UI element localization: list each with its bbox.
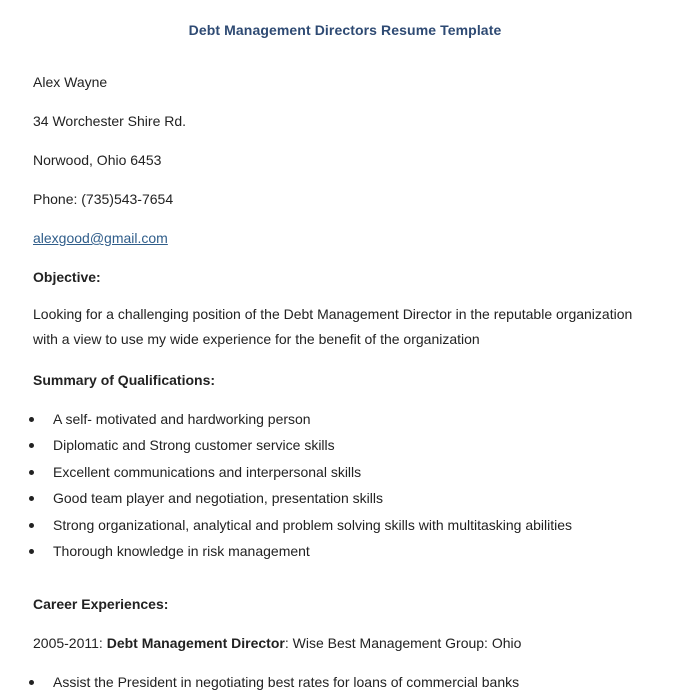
- list-item-text: Assist the President in negotiating best rates for loans of commercial banks: [53, 674, 520, 690]
- career-heading: Career Experiences:: [33, 596, 169, 612]
- job-years: 2005-2011:: [33, 635, 107, 651]
- list-item-text: Excellent communications and interpersonal skills: [53, 463, 362, 480]
- contact-email-row: [33, 229, 168, 247]
- bullet-icon: [29, 470, 34, 475]
- objective-text: Looking for a challenging position of the Debt Management Director in the reputable organization with a view to use my wide experience for the benefit of the organization: [33, 306, 633, 347]
- list-item-text: Thorough knowledge in risk management: [53, 542, 310, 559]
- career-duties-list: [0, 673, 519, 699]
- list-item: [0, 516, 572, 542]
- list-item-text: A self- motivated and hardworking person: [53, 411, 311, 427]
- bullet-icon: [29, 496, 34, 501]
- job-entry-header: [33, 634, 521, 652]
- bullet-icon: [29, 443, 34, 448]
- list-item: [0, 410, 572, 436]
- list-item-text: Strong organizational, analytical and problem solving skills with multitasking abilities: [53, 516, 573, 533]
- job-employer: : Wise Best Management Group: Ohio: [284, 635, 522, 651]
- contact-email-link[interactable]: alexgood@gmail.com: [33, 230, 168, 246]
- list-item: [0, 542, 572, 568]
- contact-address-line1: 34 Worchester Shire Rd.: [33, 113, 187, 129]
- contact-name: Alex Wayne: [33, 74, 108, 90]
- list-item: [0, 463, 572, 489]
- list-item-text: Good team player and negotiation, presentation skills: [53, 490, 383, 507]
- list-item: [0, 489, 572, 515]
- list-item: [0, 673, 519, 699]
- job-position: Debt Management Director: [106, 635, 285, 651]
- contact-phone: Phone: (735)543-7654: [33, 191, 174, 207]
- objective-heading: Objective:: [33, 269, 101, 285]
- qualifications-list: [0, 410, 572, 568]
- list-item-text: Diplomatic and Strong customer service skills: [53, 437, 335, 454]
- contact-address-line2: Norwood, Ohio 6453: [33, 152, 162, 168]
- qualifications-heading: Summary of Qualifications:: [33, 372, 216, 388]
- list-item: [0, 436, 572, 462]
- bullet-icon: [29, 549, 34, 554]
- bullet-icon: [29, 417, 34, 422]
- bullet-icon: [29, 523, 34, 528]
- bullet-icon: [29, 680, 34, 685]
- page-title: Debt Management Directors Resume Template: [188, 22, 502, 38]
